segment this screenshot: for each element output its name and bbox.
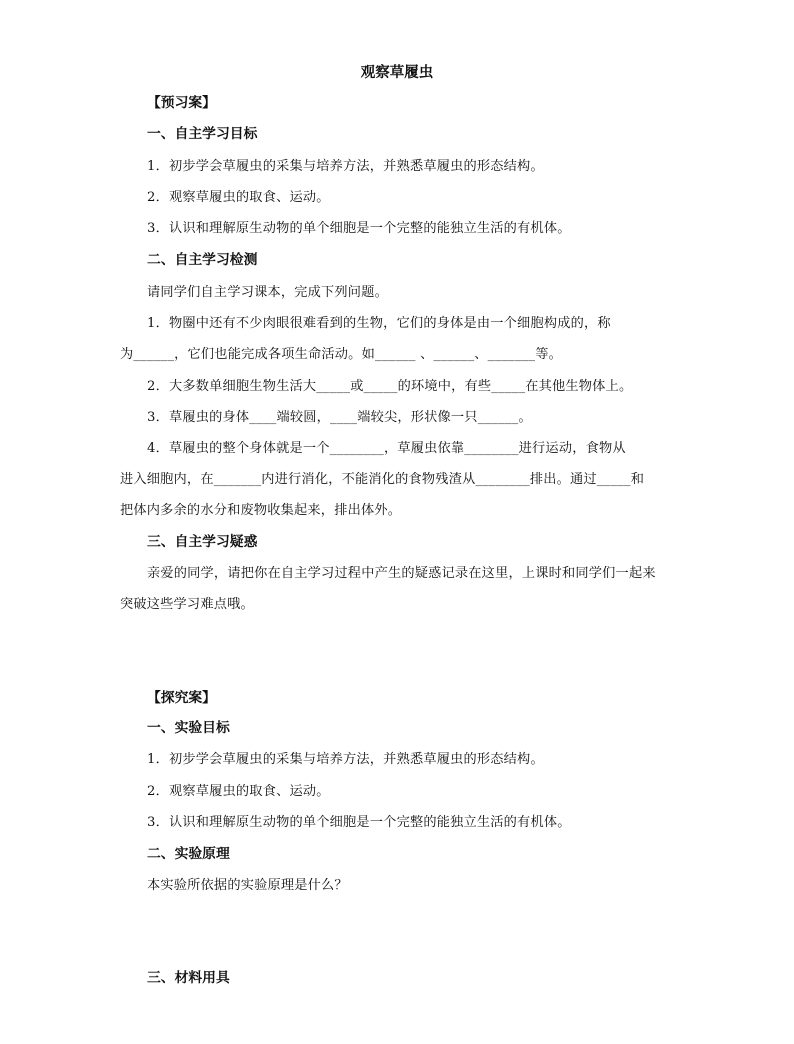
preview-section1-heading: 一、自主学习目标 [147,126,258,142]
question-1-line-1: 1．物圈中还有不少肉眼很难看到的生物，它们的身体是由一个细胞构成的，称 [147,316,611,331]
explore-goal-2: 2．观察草履虫的取食、运动。 [147,784,330,799]
explore-label: 【探究案】 [147,690,216,706]
explore-section1-heading: 一、实验目标 [147,720,230,736]
preview-check-intro: 请同学们自主学习课本，完成下列问题。 [147,285,388,300]
preview-goal-1: 1．初步学会草履虫的采集与培养方法，并熟悉草履虫的形态结构。 [147,159,544,174]
explore-section2-heading: 二、实验原理 [147,846,230,862]
doubt-text-line-1: 亲爱的同学，请把你在自主学习过程中产生的疑惑记录在这里，上课时和同学们一起来 [147,566,656,581]
explore-goal-3: 3．认识和理解原生动物的单个细胞是一个完整的能独立生活的有机体。 [147,815,571,830]
doubt-text-line-2: 突破这些学习难点哦。 [120,597,254,612]
preview-section3-heading: 三、自主学习疑惑 [147,534,258,550]
question-2: 2．大多数单细胞生物生活大_____或_____的环境中，有些_____在其他生物体上。 [147,379,633,394]
preview-goal-3: 3．认识和理解原生动物的单个细胞是一个完整的能独立生活的有机体。 [147,221,571,236]
preview-label: 【预习案】 [147,95,216,111]
explore-section3-heading: 三、材料用具 [147,970,230,986]
question-3: 3．草履虫的身体____端较圆，____端较尖，形状像一只______。 [147,410,532,425]
question-1-line-2: 为______，它们也能完成各项生命活动。如______ 、______、_______等。 [120,347,562,362]
principle-question: 本实验所依据的实验原理是什么？ [147,878,348,893]
question-4-line-2: 进入细胞内，在_______内进行消化，不能消化的食物残渣从________排出。通过_____和 [120,472,645,487]
preview-goal-2: 2．观察草履虫的取食、运动。 [147,190,330,205]
question-4-line-3: 把体内多余的水分和废物收集起来，排出体外。 [120,503,402,518]
explore-goal-1: 1．初步学会草履虫的采集与培养方法，并熟悉草履虫的形态结构。 [147,752,544,767]
page-title: 观察草履虫 [360,65,434,81]
preview-section2-heading: 二、自主学习检测 [147,252,258,268]
question-4-line-1: 4．草履虫的整个身体就是一个________，草履虫依靠________进行运动，食物从 [147,441,626,456]
